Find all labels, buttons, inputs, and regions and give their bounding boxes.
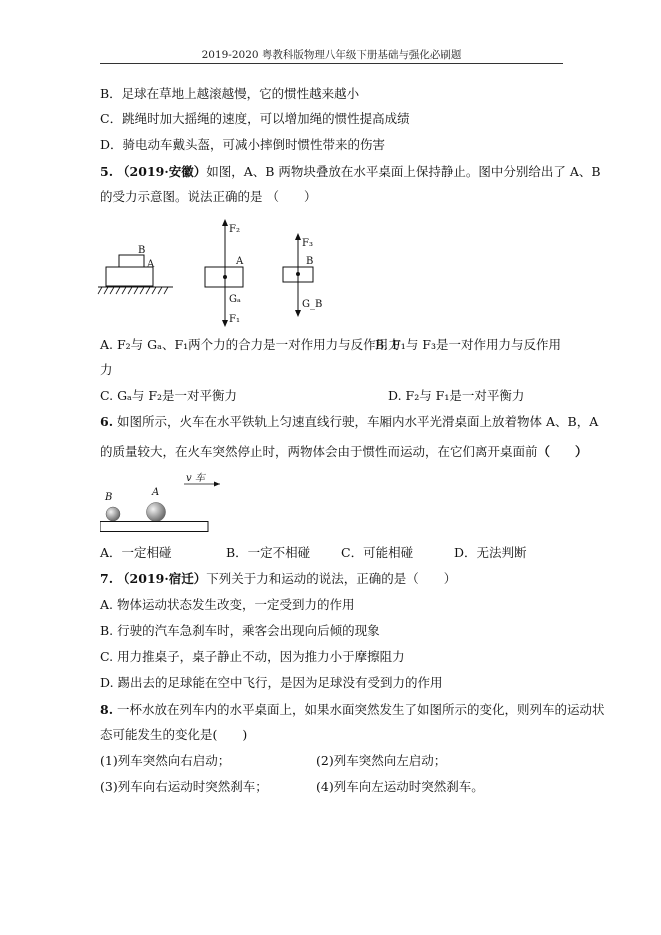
q6-answer-paren: （ ） <box>537 444 588 459</box>
q4-option-d: D．骑电动车戴头盔，可减小摔倒时惯性带来的伤害 <box>100 137 386 152</box>
velocity-label: v 车 <box>186 473 205 484</box>
force-f2-label: F₂ <box>229 224 240 235</box>
page-header: 2019-2020 粤教科版物理八年级下册基础与强化必刷题 <box>201 49 462 61</box>
q6-stem <box>100 414 598 430</box>
ball-a <box>147 503 166 522</box>
q5-option-d: D. F₂与 F₁是一对平衡力 <box>388 388 525 403</box>
block-b-forces <box>283 233 322 317</box>
q6-option-d: D．无法判断 <box>454 545 527 560</box>
q7-stem <box>100 571 456 587</box>
q7-source: （2019·宿迁） <box>117 571 207 586</box>
q8-option-3: (3)列车向右运动时突然刹车； <box>100 779 268 794</box>
q8-stem <box>100 702 605 718</box>
block-a-force-label: A <box>236 256 244 267</box>
q5-stem <box>100 164 601 180</box>
velocity-arrowhead <box>214 482 220 487</box>
block-b-force-label: B <box>306 256 314 267</box>
q8-stem-cont: 态可能发生的变化是( ) <box>100 727 248 742</box>
q6-train-figure <box>100 470 220 532</box>
q6-number: 6. <box>100 414 114 429</box>
q6-text2: 的质量较大，在火车突然停止时，两物体会由于惯性而运动，在它们离开桌面前 <box>100 444 538 459</box>
q8-option-4: (4)列车向左运动时突然刹车。 <box>316 779 484 794</box>
q7-option-a: A. 物体运动状态发生改变，一定受到力的作用 <box>100 597 355 612</box>
q6-stem-cont <box>100 444 588 460</box>
q5-text: 如图，A、B 两物块叠放在水平桌面上保持静止。图中分别给出了 A、B <box>206 164 601 179</box>
ball-a-label: A <box>152 487 160 498</box>
q5-option-c: C. Gₐ与 F₂是一对平衡力 <box>100 388 238 403</box>
block-a-forces <box>205 219 244 327</box>
q6-text: 如图所示，火车在水平铁轨上匀速直线行驶，车厢内水平光滑桌面上放着物体 A、B，A <box>117 414 599 429</box>
q8-option-2: (2)列车突然向左启动； <box>316 753 447 768</box>
q8-number: 8. <box>100 702 114 717</box>
q5-force-diagram <box>95 215 335 330</box>
q6-option-b: B．一定不相碰 <box>226 545 311 560</box>
q7-number: 7. <box>100 571 114 586</box>
stacked-blocks-figure <box>98 245 173 294</box>
block-a-label: A <box>147 259 155 270</box>
ball-b-label: B <box>105 492 113 503</box>
smooth-table <box>100 522 208 532</box>
force-gb-label: G_B <box>302 299 323 310</box>
q5-source: （2019·安徽） <box>117 164 207 179</box>
q5-option-b: B. F₁与 F₃是一对作用力与反作用 <box>375 337 561 352</box>
q8-option-1: (1)列车突然向右启动； <box>100 753 231 768</box>
block-b-label: B <box>138 245 146 256</box>
ball-b <box>106 507 120 521</box>
q5-option-b-cont: 力 <box>100 362 113 377</box>
force-f1-label: F₁ <box>229 314 240 325</box>
q4-option-c: C．跳绳时加大摇绳的速度，可以增加绳的惯性提高成绩 <box>100 111 410 126</box>
q7-option-d: D. 踢出去的足球能在空中飞行，是因为足球没有受到力的作用 <box>100 675 443 690</box>
q6-option-c: C．可能相碰 <box>341 545 414 560</box>
header-divider <box>100 63 563 64</box>
q4-option-b: B．足球在草地上越滚越慢，它的惯性越来越小 <box>100 86 360 101</box>
q7-text: 下列关于力和运动的说法，正确的是（ ） <box>206 571 457 586</box>
force-f3-label: F₃ <box>302 238 313 249</box>
q8-text: 一杯水放在列车内的水平桌面上，如果水面突然发生了如图所示的变化，则列车的运动状 <box>117 702 605 717</box>
q5-number: 5. <box>100 164 114 179</box>
force-ga-label: Gₐ <box>229 294 241 305</box>
q6-option-a: A．一定相碰 <box>100 545 172 560</box>
q5-stem-cont: 的受力示意图。说法正确的是 （ ） <box>100 189 317 204</box>
q7-option-c: C. 用力推桌子，桌子静止不动，因为推力小于摩擦阻力 <box>100 649 405 664</box>
q7-option-b: B. 行驶的汽车急刹车时，乘客会出现向后倾的现象 <box>100 623 380 638</box>
q5-option-a: A. F₂与 Gₐ、F₁两个力的合力是一对作用力与反作用力 <box>100 337 401 352</box>
